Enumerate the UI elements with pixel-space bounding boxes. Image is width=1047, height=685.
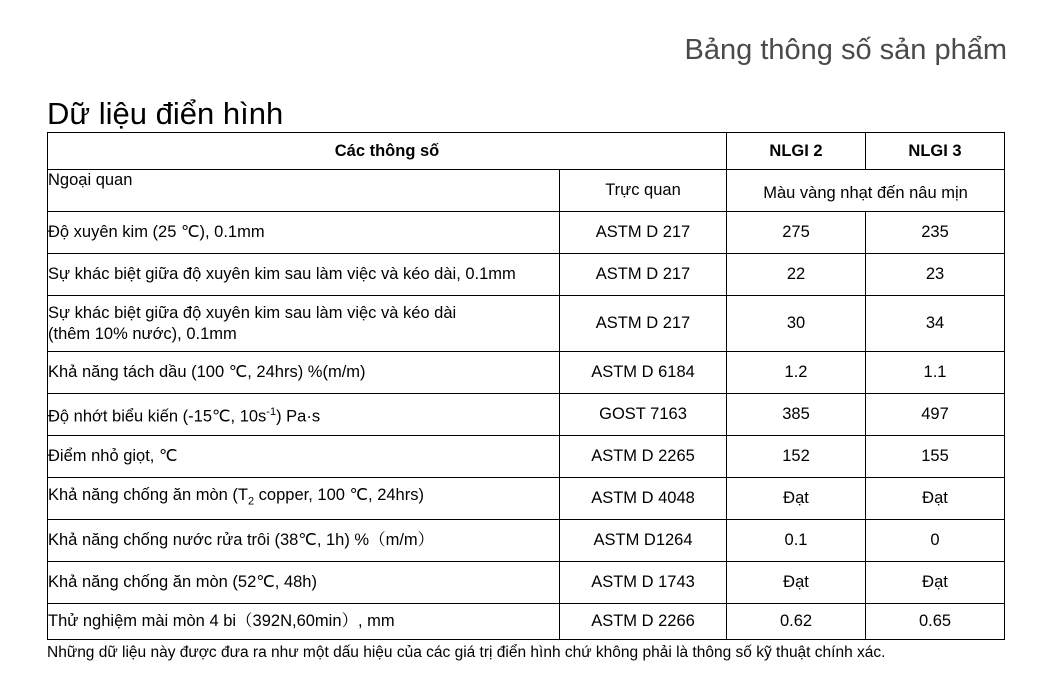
method-cell: GOST 7163 [560,394,727,436]
nlgi2-value: 152 [727,436,866,478]
nlgi3-value: 235 [866,212,1005,254]
table-row [48,212,1005,254]
method-cell: ASTM D 2266 [560,604,727,640]
table-row [48,394,1005,436]
method-cell: ASTM D 217 [560,296,727,352]
param-cell: Ngoại quan [48,170,560,212]
param-line-2: (thêm 10% nước), 0.1mm [48,324,237,343]
table-row [48,254,1005,296]
nlgi3-value: 0 [866,520,1005,562]
nlgi3-value: 155 [866,436,1005,478]
header-nlgi3: NLGI 3 [866,133,1005,170]
param-text: Khả năng chống ăn mòn (T [48,485,248,504]
nlgi2-value: Đạt [727,478,866,520]
param-cell: Khả năng chống nước rửa trôi (38℃, 1h) %（m/m） [48,520,560,562]
param-cell [48,296,560,352]
param-line-1: Sự khác biệt giữa độ xuyên kim sau làm việc và kéo dài [48,303,457,322]
nlgi3-value: Đạt [866,562,1005,604]
param-text: ) Pa·s [276,407,321,426]
param-cell: Điểm nhỏ giọt, ℃ [48,436,560,478]
table-row [48,296,1005,352]
header-parameters: Các thông số [48,133,727,170]
table-row [48,478,1005,520]
param-cell: Độ xuyên kim (25 ℃), 0.1mm [48,212,560,254]
table-row [48,562,1005,604]
nlgi2-value: 275 [727,212,866,254]
method-cell: Trực quan [560,170,727,212]
param-subscript: 2 [247,495,255,508]
header-nlgi2: NLGI 2 [727,133,866,170]
section-title: Dữ liệu điển hình [47,96,284,131]
param-text: Độ nhớt biểu kiến (-15℃, 10s [48,407,267,426]
method-cell: ASTM D 6184 [560,352,727,394]
table-row [48,520,1005,562]
param-cell [48,478,560,520]
param-cell [48,394,560,436]
table-row [48,436,1005,478]
method-cell: ASTM D 217 [560,212,727,254]
table-row-appearance [48,170,1005,212]
method-cell: ASTM D1264 [560,520,727,562]
nlgi3-value: 0.65 [866,604,1005,640]
nlgi3-value: 23 [866,254,1005,296]
param-text: copper, 100 ℃, 24hrs) [254,485,424,504]
nlgi3-value: 1.1 [866,352,1005,394]
nlgi3-value: 34 [866,296,1005,352]
param-cell: Khả năng tách dầu (100 ℃, 24hrs) %(m/m) [48,352,560,394]
nlgi2-value: 0.62 [727,604,866,640]
spec-table [47,132,1005,640]
table-row [48,352,1005,394]
nlgi2-value: 1.2 [727,352,866,394]
document-header-title: Bảng thông số sản phẩm [684,34,1007,66]
merged-value-cell: Màu vàng nhạt đến nâu mịn [727,170,1005,212]
param-cell: Thử nghiệm mài mòn 4 bi（392N,60min）, mm [48,604,560,640]
footnote: Những dữ liệu này được đưa ra như một dấu hiệu của các giá trị điển hình chứ không phải là thông số kỹ thuật chính xác. [47,644,886,661]
method-cell: ASTM D 4048 [560,478,727,520]
param-cell: Khả năng chống ăn mòn (52℃, 48h) [48,562,560,604]
method-cell: ASTM D 1743 [560,562,727,604]
nlgi3-value: 497 [866,394,1005,436]
nlgi2-value: 30 [727,296,866,352]
table-row [48,604,1005,640]
nlgi2-value: Đạt [727,562,866,604]
method-cell: ASTM D 217 [560,254,727,296]
method-cell: ASTM D 2265 [560,436,727,478]
table-header-row [48,133,1005,170]
param-cell: Sự khác biệt giữa độ xuyên kim sau làm việc và kéo dài, 0.1mm [48,254,560,296]
nlgi2-value: 0.1 [727,520,866,562]
nlgi2-value: 385 [727,394,866,436]
nlgi3-value: Đạt [866,478,1005,520]
param-superscript: -1 [266,405,277,418]
nlgi2-value: 22 [727,254,866,296]
